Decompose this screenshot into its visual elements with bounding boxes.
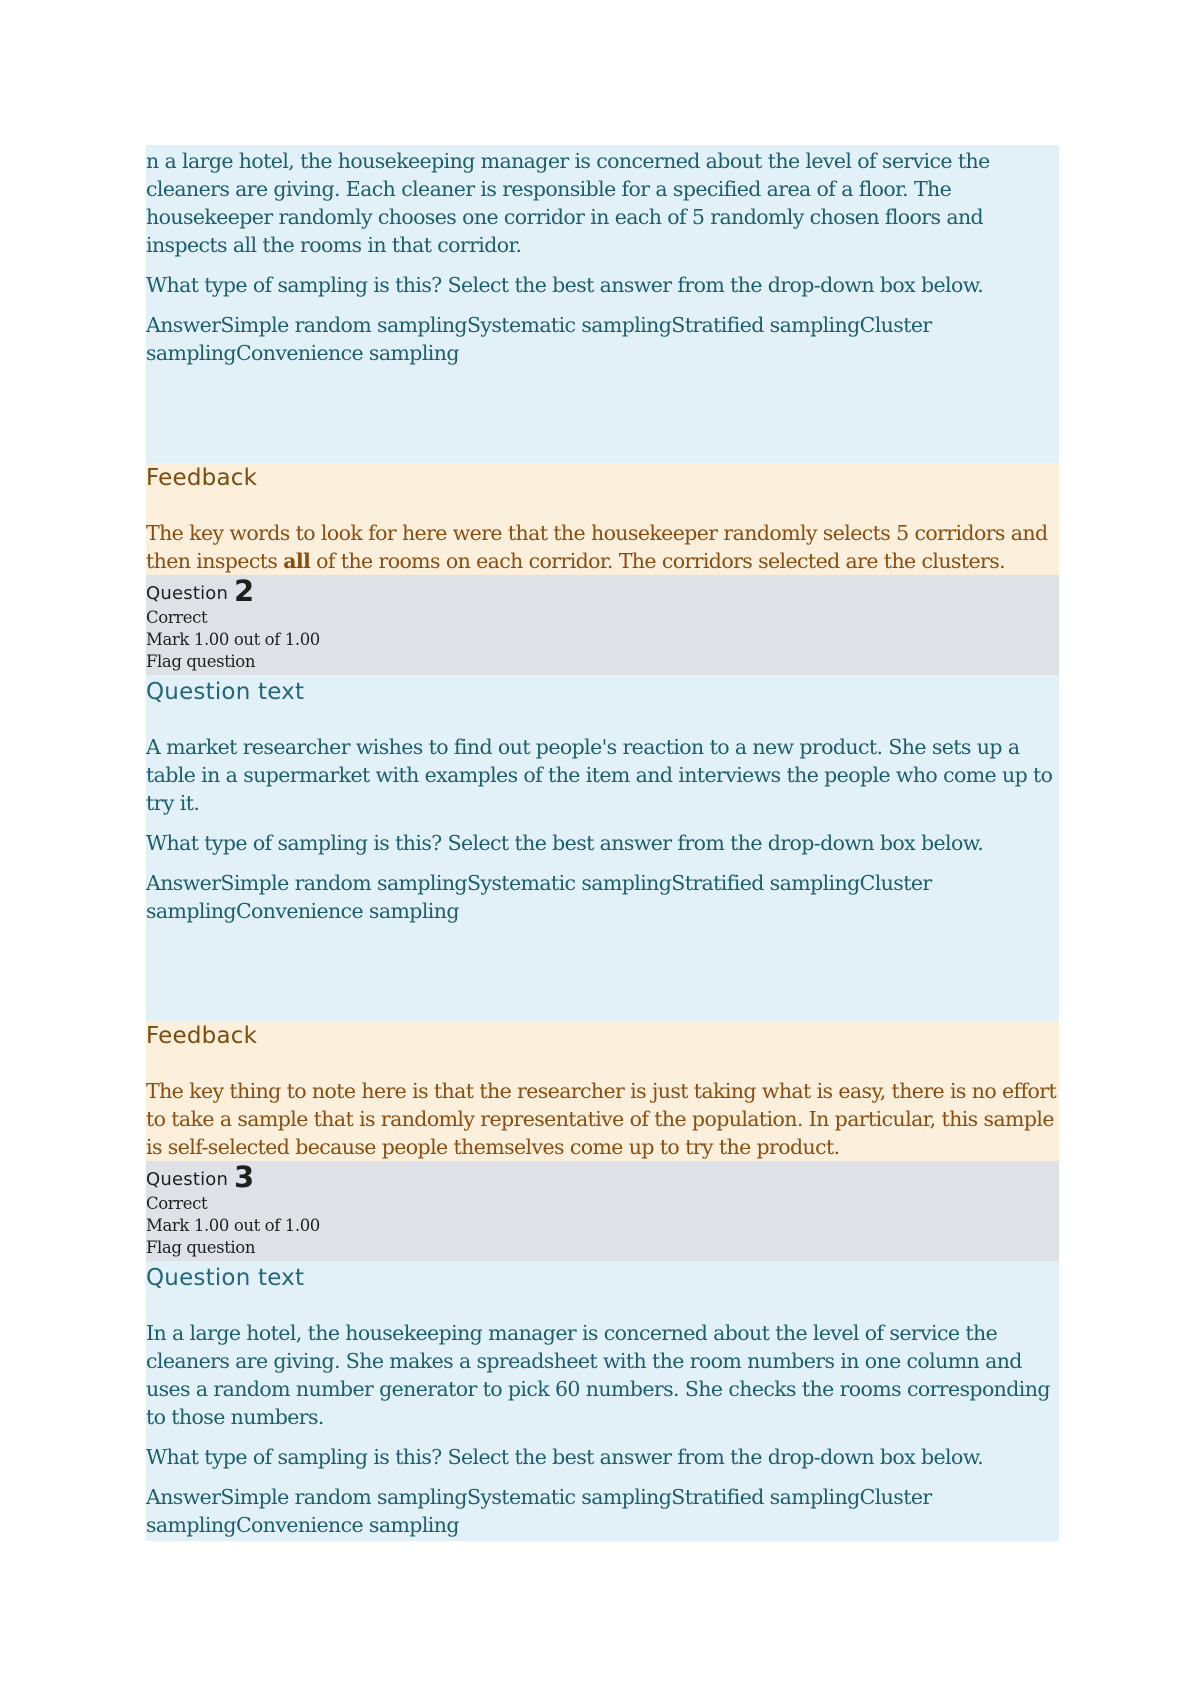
question-label: Question — [146, 583, 235, 604]
flag-question-link[interactable]: Flag question — [146, 652, 256, 671]
question-2-answer-options: AnswerSimple random samplingSystematic samplingStratified samplingCluster samplingConvenience sampling — [146, 871, 932, 923]
feedback-text-part: of the rooms on each corridor. The corridors selected are the clusters. — [310, 549, 1006, 573]
question-mark: Mark 1.00 out of 1.00 — [146, 630, 320, 649]
question-2-text-block — [146, 675, 1059, 1021]
question-2-scenario: A market researcher wishes to find out people's reaction to a new product. She sets up a table in a supermarket with examples of the item and interviews the people who come up to try it. — [146, 735, 1053, 815]
question-2-info — [146, 575, 1059, 675]
feedback-text — [146, 519, 1059, 575]
question-number-line — [146, 575, 1059, 607]
feedback-title: Feedback — [146, 465, 258, 491]
question-2-prompt: What type of sampling is this? Select the best answer from the drop-down box below. — [146, 831, 984, 855]
question-text-heading: Question text — [146, 679, 305, 705]
question-3-answer-options: AnswerSimple random samplingSystematic samplingStratified samplingCluster samplingConvenience sampling — [146, 1485, 932, 1537]
question-2-spacer — [146, 925, 1059, 1021]
question-mark: Mark 1.00 out of 1.00 — [146, 1216, 320, 1235]
question-label: Question — [146, 1169, 235, 1190]
question-1-feedback — [146, 463, 1059, 575]
question-1-text-block — [146, 145, 1059, 463]
feedback-text-part: The key words to look for here were that the housekeeper randomly selects 5 corridors and then inspects — [146, 521, 1048, 573]
feedback-title: Feedback — [146, 1023, 258, 1049]
question-number: 2 — [234, 574, 255, 608]
question-number: 3 — [234, 1160, 255, 1194]
question-text-heading: Question text — [146, 1265, 305, 1291]
flag-question-link[interactable]: Flag question — [146, 1238, 256, 1257]
feedback-text-bold: all — [283, 549, 311, 573]
question-number-line — [146, 1161, 1059, 1193]
question-3-prompt: What type of sampling is this? Select the best answer from the drop-down box below. — [146, 1445, 984, 1469]
question-3-scenario: In a large hotel, the housekeeping manager is concerned about the level of service the cleaners are giving. She makes a spreadsheet with the room numbers in one column and uses a random number generator to pick 60 numbers. She checks the rooms corresponding to those numbers. — [146, 1321, 1050, 1429]
question-1-prompt: What type of sampling is this? Select the best answer from the drop-down box below. — [146, 273, 984, 297]
document-page — [146, 145, 1059, 1541]
question-1-spacer — [146, 367, 1059, 463]
question-3-text-block — [146, 1261, 1059, 1541]
question-state: Correct — [146, 1194, 208, 1213]
question-1-answer-options: AnswerSimple random samplingSystematic samplingStratified samplingCluster samplingConvenience sampling — [146, 313, 932, 365]
question-1-scenario: n a large hotel, the housekeeping manager is concerned about the level of service the cleaners are giving. Each cleaner is responsible for a specified area of a floor. The housekeeper randomly chooses one corridor in each of 5 randomly chosen floors and inspects all the rooms in that corridor. — [146, 149, 990, 257]
feedback-text: The key thing to note here is that the researcher is just taking what is easy, there is no effort to take a sample that is randomly representative of the population. In particular, this sample is self-selected because people themselves come up to try the product. — [146, 1079, 1057, 1159]
question-3-info — [146, 1161, 1059, 1261]
question-state: Correct — [146, 608, 208, 627]
question-2-feedback — [146, 1021, 1059, 1161]
